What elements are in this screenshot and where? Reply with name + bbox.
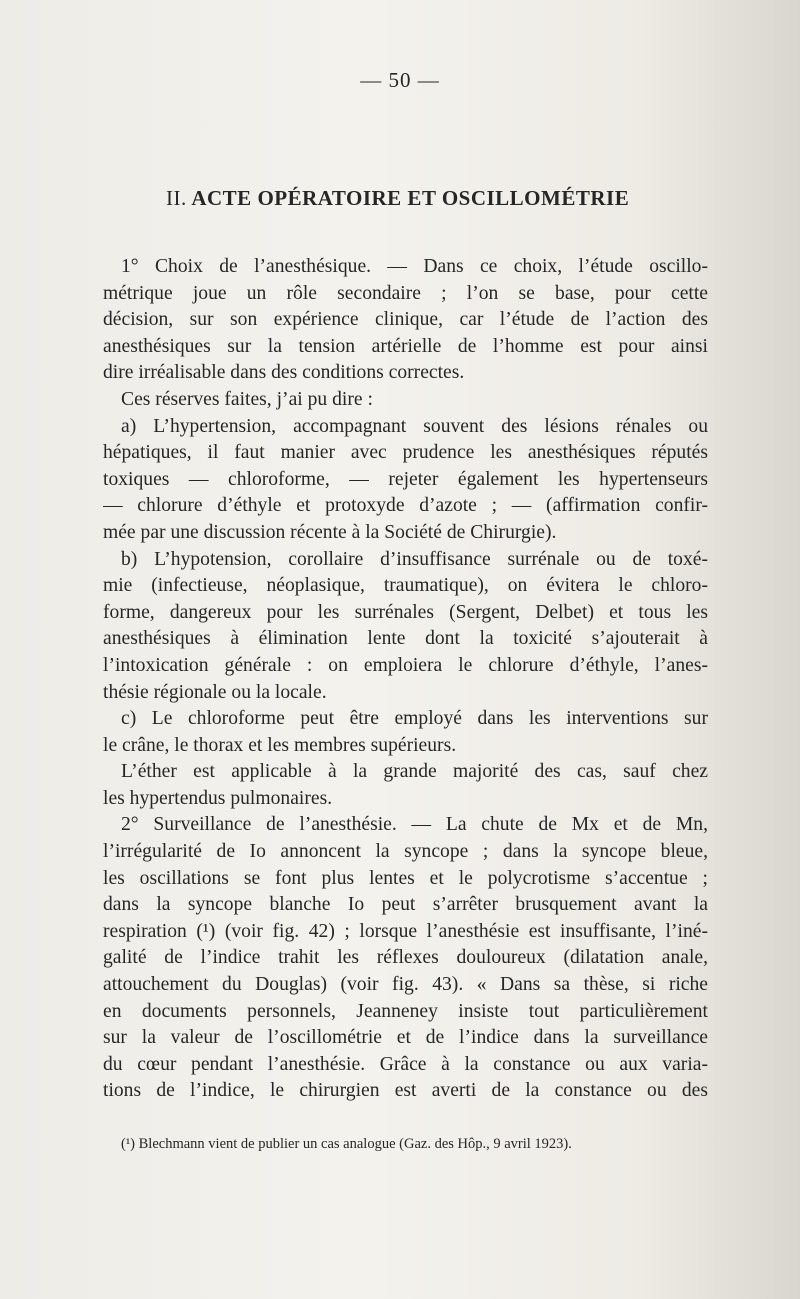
section-heading — [166, 186, 666, 211]
text-line: le crâne, le thorax et les membres supérieurs. — [103, 734, 457, 756]
text-line: anesthésiques à élimination lente dont la toxicité s’ajouterait à — [103, 628, 708, 650]
text-line: sur la valeur de l’oscillométrie et de l’indice dans la surveillance — [103, 1027, 708, 1049]
text-line: anesthésiques sur la tension artérielle de l’homme est pour ainsi — [103, 335, 708, 357]
text-line: l’intoxication générale : on emploiera le chlorure d’éthyle, l’anes- — [103, 654, 708, 676]
text-line: Ces réserves faites, j’ai pu dire : — [121, 388, 373, 410]
text-line: hépatiques, il faut manier avec prudence les anesthésiques réputés — [103, 442, 708, 464]
page-number: — 50 — — [360, 68, 440, 92]
text-line: respiration (¹) (voir fig. 42) ; lorsque l’anesthésie est insuffisante, l’iné- — [103, 920, 708, 942]
text-line: les hypertendus pulmonaires. — [103, 787, 333, 809]
text-line: 2° Surveillance de l’anesthésie. — La chute de Mx et de Mn, — [121, 814, 708, 836]
text-line: mée par une discussion récente à la Société de Chirurgie). — [103, 521, 557, 543]
text-line: en documents personnels, Jeanneney insiste tout particulièrement — [103, 1000, 708, 1022]
text-line: a) L’hypertension, accompagnant souvent des lésions rénales ou — [121, 415, 708, 437]
text-line: b) L’hypotension, corollaire d’insuffisance surrénale ou de toxé- — [121, 548, 708, 570]
text-line: dire irréalisable dans des conditions correctes. — [103, 362, 465, 384]
text-line: tions de l’indice, le chirurgien est averti de la constance ou des — [103, 1080, 708, 1102]
text-line: c) Le chloroforme peut être employé dans les interventions sur — [121, 708, 708, 730]
text-line: dans la syncope blanche Io peut s’arrêter brusquement avant la — [103, 894, 708, 916]
text-line: métrique joue un rôle secondaire ; l’on se base, pour cette — [103, 282, 708, 304]
text-line: du cœur pendant l’anesthésie. Grâce à la constance ou aux varia- — [103, 1053, 708, 1075]
text-line: thésie régionale ou la locale. — [103, 681, 327, 703]
text-line: attouchement du Douglas) (voir fig. 43). « Dans sa thèse, si riche — [103, 974, 708, 996]
text-line: les oscillations se font plus lentes et le polycrotisme s’accentue ; — [103, 867, 708, 889]
section-title: ACTE OPÉRATOIRE ET OSCILLOMÉTRIE — [191, 186, 630, 210]
text-line: galité de l’indice trahit les réflexes douloureux (dilatation anale, — [103, 947, 708, 969]
text-line: L’éther est applicable à la grande majorité des cas, sauf chez — [121, 761, 708, 783]
section-number: II. — [166, 186, 187, 210]
text-line: toxiques — chloroforme, — rejeter également les hypertenseurs — [103, 468, 708, 490]
text-line: 1° Choix de l’anesthésique. — Dans ce choix, l’étude oscillo- — [121, 256, 708, 277]
text-line: forme, dangereux pour les surrénales (Sergent, Delbet) et tous les — [103, 601, 708, 623]
body-text — [103, 254, 708, 1105]
text-line: mie (infectieuse, néoplasique, traumatique), on évitera le chloro- — [103, 575, 708, 597]
footnote: (¹) Blechmann vient de publier un cas analogue (Gaz. des Hôp., 9 avril 1923). — [121, 1136, 572, 1152]
text-line: l’irrégularité de Io annoncent la syncope ; dans la syncope bleue, — [103, 841, 708, 863]
text-line: — chlorure d’éthyle et protoxyde d’azote ; — (affirmation confir- — [103, 495, 708, 517]
text-line: décision, sur son expérience clinique, car l’étude de l’action des — [103, 309, 708, 331]
